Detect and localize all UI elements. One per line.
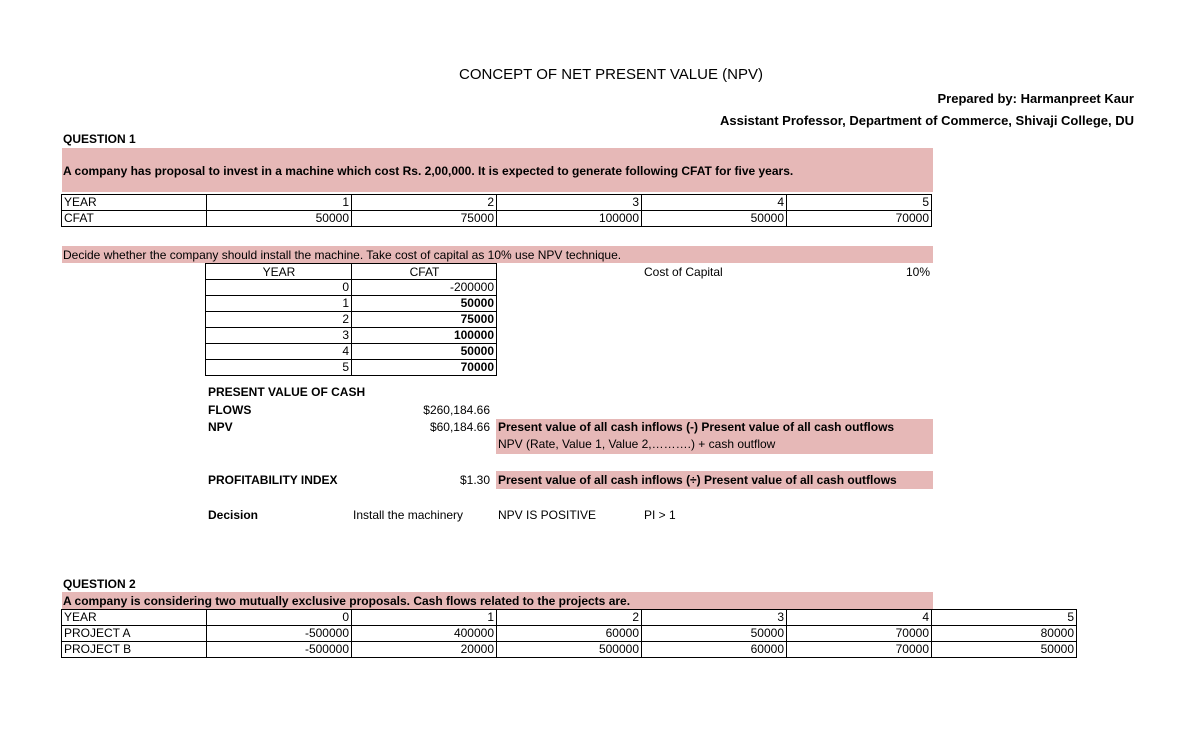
decision-value: Install the machinery: [353, 508, 464, 522]
project-a-cell: 60000: [497, 626, 642, 642]
calc-year-cell: 5: [206, 360, 352, 376]
project-b-cell: 70000: [787, 642, 932, 658]
decision-reason-pi: PI > 1: [644, 508, 676, 522]
row-label-year: YEAR: [62, 610, 207, 626]
calc-header-row: [206, 264, 497, 280]
pv-label: PRESENT VALUE OF CASH: [208, 385, 366, 399]
pi-label: PROFITABILITY INDEX: [208, 473, 338, 487]
row-label-project-b: PROJECT B: [62, 642, 207, 658]
project-a-cell: -500000: [207, 626, 352, 642]
pv-value: $260,184.66: [423, 403, 490, 417]
table-row-cfat: [62, 211, 932, 227]
calc-year-cell: 1: [206, 296, 352, 312]
question-1-cfat-table: [61, 194, 932, 227]
project-b-cell: 20000: [352, 642, 497, 658]
table-row-year: [62, 195, 932, 211]
calc-header-year: YEAR: [262, 265, 296, 279]
decision-label: Decision: [208, 508, 259, 522]
calc-year-cell: 0: [206, 280, 352, 296]
calc-cfat-cell: 75000: [352, 312, 497, 328]
page-title: CONCEPT OF NET PRESENT VALUE (NPV): [459, 66, 763, 83]
row-label-project-a: PROJECT A: [62, 626, 207, 642]
table-row: [206, 280, 497, 296]
question-2-statement: A company is considering two mutually exclusive proposals. Cash flows related to the projects are.: [63, 594, 631, 608]
cfat-cell: 50000: [642, 211, 787, 227]
table-row: [206, 360, 497, 376]
year-cell: 4: [787, 610, 932, 626]
project-b-cell: 500000: [497, 642, 642, 658]
cfat-cell: 75000: [352, 211, 497, 227]
row-label-year: YEAR: [62, 195, 207, 211]
row-label-cfat: CFAT: [62, 211, 207, 227]
cost-of-capital-label: Cost of Capital: [644, 265, 723, 279]
pv-label-line2: FLOWS: [208, 403, 252, 417]
project-a-cell: 70000: [787, 626, 932, 642]
calc-cfat-cell: 70000: [352, 360, 497, 376]
year-cell: 0: [207, 610, 352, 626]
npv-note: Present value of all cash inflows (-) Present value of all cash outflows: [498, 420, 895, 434]
table-row: [206, 328, 497, 344]
table-row: [206, 344, 497, 360]
calc-year-cell: 3: [206, 328, 352, 344]
project-a-cell: 50000: [642, 626, 787, 642]
year-cell: 5: [932, 610, 1077, 626]
year-cell: 5: [787, 195, 932, 211]
calc-table: [205, 263, 497, 376]
project-b-cell: 50000: [932, 642, 1077, 658]
calc-cfat-cell: 50000: [352, 344, 497, 360]
pi-value: $1.30: [459, 473, 490, 487]
question-1-statement: A company has proposal to invest in a machine which cost Rs. 2,00,000. It is expected to generate following CFAT for five years.: [63, 164, 794, 178]
pi-note: Present value of all cash inflows (÷) Present value of all cash outflows: [498, 473, 897, 487]
npv-label: NPV: [208, 420, 233, 434]
question-1-heading: QUESTION 1: [63, 132, 136, 146]
cfat-cell: 70000: [787, 211, 932, 227]
table-row: [206, 296, 497, 312]
npv-value: $60,184.66: [429, 420, 490, 434]
instruction-text: Decide whether the company should install the machine. Take cost of capital as 10% use NPV technique.: [63, 248, 622, 262]
year-cell: 2: [352, 195, 497, 211]
year-cell: 1: [352, 610, 497, 626]
table-row-year: [62, 610, 1077, 626]
calc-year-cell: 2: [206, 312, 352, 328]
calc-cfat-cell: 50000: [352, 296, 497, 312]
project-b-cell: 60000: [642, 642, 787, 658]
cost-of-capital-value: 10%: [905, 265, 930, 279]
cfat-cell: 50000: [207, 211, 352, 227]
year-cell: 2: [497, 610, 642, 626]
calc-cfat-cell: 100000: [352, 328, 497, 344]
calc-year-cell: 4: [206, 344, 352, 360]
question-2-heading: QUESTION 2: [63, 577, 136, 591]
table-row-project-a: [62, 626, 1077, 642]
year-cell: 3: [497, 195, 642, 211]
table-row: [206, 312, 497, 328]
project-a-cell: 400000: [352, 626, 497, 642]
designation: Assistant Professor, Department of Commerce, Shivaji College, DU: [720, 113, 1134, 128]
cfat-cell: 100000: [497, 211, 642, 227]
decision-reason-npv: NPV IS POSITIVE: [498, 508, 597, 522]
year-cell: 1: [207, 195, 352, 211]
calc-header-cfat: CFAT: [409, 265, 440, 279]
table-row-project-b: [62, 642, 1077, 658]
prepared-by: Prepared by: Harmanpreet Kaur: [937, 91, 1134, 106]
project-a-cell: 80000: [932, 626, 1077, 642]
year-cell: 4: [642, 195, 787, 211]
calc-cfat-cell: -200000: [352, 280, 497, 296]
npv-formula: NPV (Rate, Value 1, Value 2,……….) + cash outflow: [498, 437, 776, 451]
question-2-projects-table: [61, 609, 1077, 658]
project-b-cell: -500000: [207, 642, 352, 658]
year-cell: 3: [642, 610, 787, 626]
